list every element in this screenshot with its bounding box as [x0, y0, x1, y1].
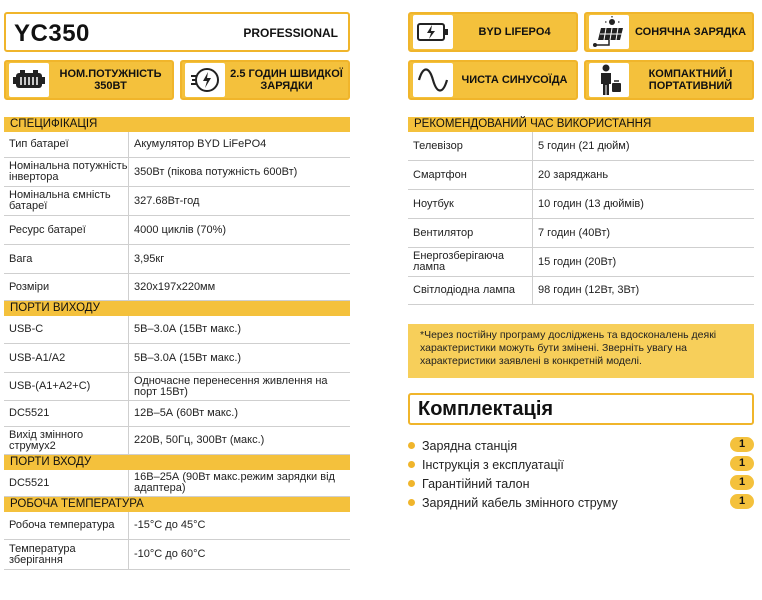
row-key: USB-C [4, 316, 129, 343]
row-value: 20 заряджань [538, 168, 609, 181]
row-key: Енергозберігаюча лампа [408, 248, 533, 276]
table-row [408, 219, 754, 248]
spec-table [4, 117, 350, 570]
row-key: Робоча температура [4, 512, 129, 539]
row-key: Вентилятор [408, 219, 533, 247]
table-row [408, 161, 754, 190]
table-row [408, 132, 754, 161]
feature-battery [408, 12, 578, 52]
kit-item-label: Гарантійний талон [422, 477, 530, 491]
feature-label: КОМПАКТНИЙ І ПОРТАТИВНИЙ [648, 68, 733, 92]
row-key: Телевізор [408, 132, 533, 160]
outputs-section-header: ПОРТИ ВИХОДУ [4, 301, 350, 316]
temperature-section-header: РОБОЧА ТЕМПЕРАТУРА [4, 497, 350, 512]
row-value: 15 годин (20Вт) [538, 255, 617, 268]
row-key: DC5521 [4, 470, 129, 496]
row-value: 220В, 50Гц, 300Вт (макс.) [134, 434, 265, 446]
row-value: -10°C до 60°C [134, 548, 206, 560]
kit-item-label: Зарядний кабель змінного струму [422, 496, 618, 510]
row-key: DC5521 [4, 401, 129, 426]
kit-item-qty: 1 [730, 494, 754, 509]
table-row [4, 401, 350, 427]
spec-section-header: СПЕЦИФІКАЦІЯ [4, 117, 350, 132]
row-value: 7 годин (40Вт) [538, 226, 611, 239]
row-value: 16В–25А (90Вт макс.режим зарядки від адаптера) [134, 471, 335, 494]
table-row [4, 316, 350, 344]
inverter-icon [9, 63, 49, 97]
table-row [4, 245, 350, 274]
row-key: Світлодіодна лампа [408, 277, 533, 304]
feature-pure-sine [408, 60, 578, 100]
table-row [4, 187, 350, 216]
model-title-box [4, 12, 350, 52]
row-value: 12В–5А (60Вт макс.) [134, 407, 239, 419]
disclaimer-note: *Через постійну програму досліджень та вдосконалень деякі характеристики можуть бути змінені. Зверніть увагу на характеристики заявлені в конкретній моделі. [408, 324, 754, 378]
usage-section-header: РЕКОМЕНДОВАНИЙ ЧАС ВИКОРИСТАННЯ [408, 117, 754, 132]
table-row [4, 216, 350, 245]
kit-title: Комплектація [418, 398, 554, 420]
row-key: USB-(A1+A2+C) [4, 373, 129, 400]
list-item [408, 475, 754, 493]
sine-wave-icon [413, 63, 453, 97]
row-key: Вага [4, 245, 129, 273]
bullet-icon [408, 499, 415, 506]
kit-item-qty: 1 [730, 475, 754, 490]
row-value: 3,95кг [134, 252, 165, 265]
row-value: 5В–3.0А (15Вт макс.) [134, 323, 242, 335]
list-item [408, 456, 754, 474]
bullet-icon [408, 480, 415, 487]
row-value: 98 годин (12Вт, 3Вт) [538, 284, 640, 296]
row-key: Ноутбук [408, 190, 533, 218]
row-key: Розміри [4, 274, 129, 300]
row-key: Номінальна потужність інвертора [4, 158, 129, 186]
edition-label: PROFESSIONAL [243, 26, 338, 40]
kit-title-box [408, 393, 754, 425]
kit-item-label: Зарядна станція [422, 439, 518, 453]
row-value: Акумулятор BYD LiFePO4 [134, 138, 267, 150]
table-row [4, 470, 350, 497]
feature-solar [584, 12, 754, 52]
table-row [4, 344, 350, 373]
row-key: USB-A1/A2 [4, 344, 129, 372]
row-value: 320x197x220мм [134, 280, 216, 293]
kit-item-qty: 1 [730, 456, 754, 471]
inputs-section-header: ПОРТИ ВХОДУ [4, 455, 350, 470]
kit-item-qty: 1 [730, 437, 754, 452]
table-row [4, 373, 350, 401]
bullet-icon [408, 442, 415, 449]
table-row [4, 132, 350, 158]
list-item [408, 437, 754, 455]
feature-label: НОМ.ПОТУЖНІСТЬ 350ВТ [59, 68, 162, 92]
feature-label: BYD LIFEPO4 [478, 26, 551, 38]
fast-charge-icon [185, 63, 225, 97]
model-name: YC350 [14, 20, 90, 47]
row-value: 350Вт (пікова потужність 600Вт) [134, 165, 298, 178]
feature-portable [584, 60, 754, 100]
row-value: 5 годин (21 дюйм) [538, 139, 630, 152]
table-row [4, 158, 350, 187]
table-row [4, 540, 350, 570]
bullet-icon [408, 461, 415, 468]
list-item [408, 494, 754, 512]
row-key: Ресурс батареї [4, 216, 129, 244]
feature-rated-power [4, 60, 174, 100]
row-key: Номінальна ємність батареї [4, 187, 129, 215]
row-key: Смартфон [408, 161, 533, 189]
row-value: 327.68Вт-год [134, 194, 200, 207]
table-row [4, 274, 350, 301]
feature-fast-charge [180, 60, 350, 100]
feature-label: СОНЯЧНА ЗАРЯДКА [634, 26, 747, 38]
table-row [408, 277, 754, 305]
row-key: Тип батареї [4, 132, 129, 157]
row-value: Одночасне перенесення живлення на порт 15Вт) [134, 374, 328, 398]
table-row [408, 248, 754, 277]
table-row [4, 512, 350, 540]
feature-label: 2.5 ГОДИН ШВИДКОЇ ЗАРЯДКИ [230, 68, 343, 92]
portable-person-icon [589, 63, 629, 97]
row-value: 5В–3.0А (15Вт макс.) [134, 351, 242, 364]
table-row [4, 427, 350, 455]
row-value: 4000 циклів (70%) [134, 223, 227, 236]
battery-icon [413, 15, 453, 49]
kit-item-label: Інструкція з експлуатації [422, 458, 564, 472]
row-key: Температура зберігання [4, 540, 129, 569]
table-row [408, 190, 754, 219]
usage-table [408, 117, 754, 305]
feature-label: ЧИСТА СИНУСОЇДА [461, 74, 568, 86]
row-value: -15°C до 45°C [134, 519, 206, 531]
solar-panel-icon [589, 15, 629, 49]
row-value: 10 годин (13 дюймів) [538, 197, 644, 210]
row-key: Вихід змінного струмух2 [4, 427, 129, 454]
